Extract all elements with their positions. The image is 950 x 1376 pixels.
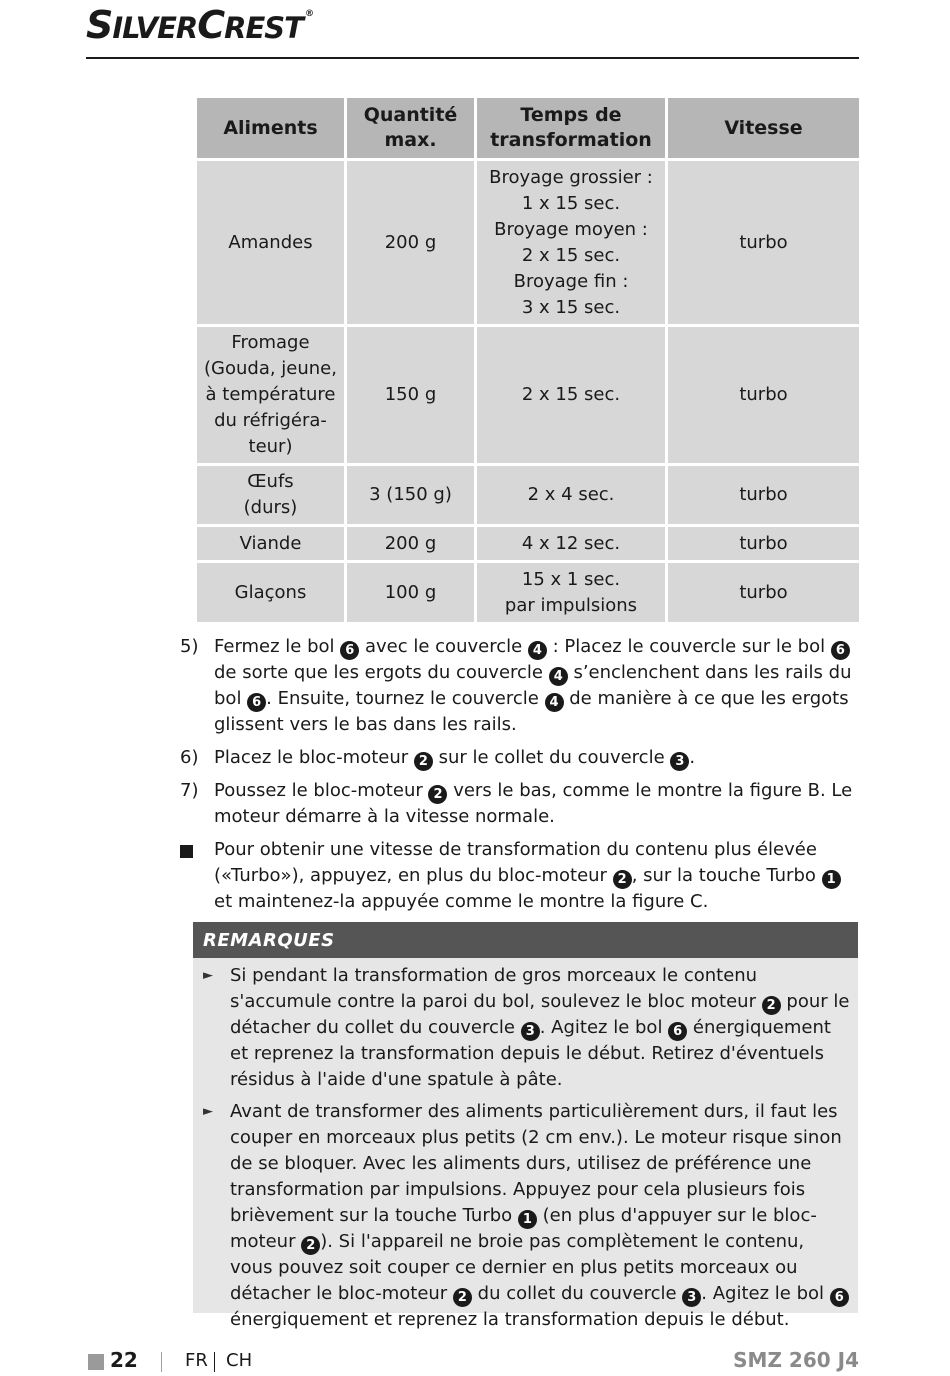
text-run: Avant de transformer des aliments particulièrement durs, il faut les couper en morceaux plus petits (2 cm env.). Le moteur risque sinon de se bloquer. Avec les aliments durs, utilisez de préférence une transformation par impulsions. Appuyez pour cela plusieurs fois brièvement sur la touche Turbo — [230, 1101, 842, 1226]
brand-logo: SILVERCREST ® — [86, 3, 313, 47]
part-number-icon: 6 — [340, 641, 359, 660]
cell-line: 1 x 15 sec. — [521, 192, 621, 214]
header-vitesse: Vitesse — [667, 97, 861, 160]
cell-line: 4 x 12 sec. — [521, 532, 621, 554]
step-number: 7) — [180, 780, 199, 801]
cell-line: teur) — [248, 436, 293, 457]
cell-line: turbo — [739, 484, 788, 505]
speed-cell — [667, 160, 861, 326]
notes-body — [193, 958, 858, 1333]
speed-cell — [667, 526, 861, 562]
text-run: (en plus d'appuyer sur le bloc-moteur — [230, 1205, 817, 1252]
text-run: Poussez le bloc-moteur — [214, 780, 429, 801]
part-number-icon: 3 — [682, 1288, 701, 1307]
step-text — [214, 636, 852, 735]
text-run: Pour obtenir une vitesse de transformation du contenu plus élevée («Turbo»), appuyez, en plus du bloc-moteur — [214, 839, 817, 886]
part-number-icon: 6 — [668, 1022, 687, 1041]
text-run: . Agitez le bol — [539, 1017, 669, 1038]
text-run: énergiquement et reprenez la transformation depuis le début. — [230, 1309, 790, 1330]
table-row — [196, 465, 861, 526]
speed-cell — [667, 562, 861, 624]
part-number-icon: 6 — [830, 1288, 849, 1307]
table-header-row — [196, 97, 861, 160]
text-run: : Placez le couvercle sur le bol — [546, 636, 831, 657]
qty-cell — [346, 160, 476, 326]
language-ch: CH — [226, 1350, 253, 1371]
footer-divider — [214, 1352, 215, 1372]
part-number-icon: 4 — [545, 693, 564, 712]
food-cell — [196, 526, 346, 562]
text-run: sur le collet du couvercle — [432, 747, 671, 768]
cell-line: turbo — [739, 532, 788, 554]
table-row — [196, 526, 861, 562]
part-number-icon: 4 — [549, 667, 568, 686]
food-cell — [196, 160, 346, 326]
text-run: s’enclenchent dans les rails du bol — [214, 662, 852, 709]
model-number: SMZ 260 J4 — [733, 1348, 859, 1372]
cell-line: 3 x 15 sec. — [521, 296, 621, 318]
time-cell — [476, 465, 667, 526]
text-run: énergiquement et reprenez la transformation depuis le début. Retirez d'éventuels résidus à l'aide d'une spatule à pâte. — [230, 1017, 831, 1090]
cell-line: turbo — [739, 231, 788, 253]
step-text — [214, 780, 852, 827]
notes-box — [193, 922, 858, 1330]
time-cell — [476, 326, 667, 465]
food-cell — [196, 326, 346, 465]
step-item — [180, 837, 856, 915]
qty-cell — [346, 526, 476, 562]
footer-divider — [161, 1352, 162, 1372]
arrow-bullet-icon: ► — [203, 968, 213, 983]
part-number-icon: 2 — [414, 752, 433, 771]
time-cell — [476, 160, 667, 326]
text-run: . Ensuite, tournez le couvercle — [266, 688, 545, 709]
part-number-icon: 3 — [521, 1022, 540, 1041]
cell-line: 2 x 4 sec. — [527, 484, 615, 505]
qty-cell — [346, 562, 476, 624]
text-run: vers le bas, comme le montre la figure B. Le moteur démarre à la vitesse normale. — [214, 780, 853, 827]
cell-line: Œufs — [247, 471, 294, 492]
food-cell — [196, 562, 346, 624]
text-run: de sorte que les ergots du couvercle — [214, 662, 549, 683]
table-row — [196, 160, 861, 326]
cell-line: 200 g — [384, 231, 437, 253]
text-run: . — [689, 747, 696, 768]
cell-line: Amandes — [228, 231, 313, 253]
food-cell — [196, 465, 346, 526]
text-run: Placez le bloc-moteur — [214, 747, 414, 768]
cell-line: Glaçons — [234, 581, 307, 603]
cell-line: Broyage moyen : — [494, 218, 648, 240]
text-run: avec le couvercle — [359, 636, 528, 657]
header-temps: Temps de transformation — [476, 97, 667, 160]
step-item — [180, 745, 856, 771]
header-aliments: Aliments — [196, 97, 346, 160]
text-run: et maintenez-la appuyée comme le montre la figure C. — [214, 891, 709, 912]
time-cell — [476, 562, 667, 624]
food-table — [194, 95, 862, 625]
cell-line: 200 g — [384, 532, 437, 554]
bullet-square-icon — [180, 845, 193, 858]
cell-line: (Gouda, jeune, — [204, 358, 337, 379]
text-run: . Agitez le bol — [701, 1283, 830, 1304]
cell-line: du réfrigéra- — [214, 410, 327, 431]
part-number-icon: 2 — [453, 1288, 472, 1307]
arrow-bullet-icon: ► — [203, 1104, 213, 1119]
text-run: de manière à ce que les ergots glissent vers le bas dans les rails. — [214, 688, 849, 735]
cell-line: turbo — [739, 581, 788, 603]
cell-line: Broyage grossier : — [489, 166, 653, 188]
speed-cell — [667, 326, 861, 465]
step-number: 6) — [180, 747, 199, 768]
part-number-icon: 6 — [247, 693, 266, 712]
note-item — [203, 963, 850, 1093]
speed-cell — [667, 465, 861, 526]
step-item — [180, 634, 856, 738]
notes-title: REMARQUES — [193, 922, 858, 958]
header-rule — [86, 57, 859, 59]
cell-line: Broyage fin : — [513, 270, 629, 292]
cell-line: 2 x 15 sec. — [521, 244, 621, 266]
note-text — [230, 1101, 849, 1330]
step-number: 5) — [180, 636, 199, 657]
table-row — [196, 326, 861, 465]
footer-square-icon — [88, 1354, 104, 1370]
step-text — [214, 747, 695, 768]
part-number-icon: 1 — [822, 870, 841, 889]
table-row — [196, 562, 861, 624]
page-footer — [86, 1348, 859, 1376]
cell-line: par impulsions — [504, 594, 638, 616]
language-fr: FR — [185, 1350, 208, 1371]
cell-line: 3 (150 g) — [369, 484, 452, 505]
part-number-icon: 2 — [428, 785, 447, 804]
step-text — [214, 839, 841, 912]
part-number-icon: 2 — [301, 1236, 320, 1255]
note-item — [203, 1099, 850, 1333]
text-run: ). Si l'appareil ne broie pas complètement le contenu, vous pouvez soit couper ce dernier en plus petits morceaux ou détacher le bloc-moteur — [230, 1231, 805, 1304]
cell-line: à température — [205, 384, 336, 405]
cell-line: Fromage — [231, 332, 310, 353]
text-run: pour le détacher du collet du couvercle — [230, 991, 850, 1038]
cell-line: 15 x 1 sec. — [521, 568, 621, 590]
part-number-icon: 4 — [528, 641, 547, 660]
time-cell — [476, 526, 667, 562]
qty-cell — [346, 465, 476, 526]
text-run: , sur la touche Turbo — [631, 865, 822, 886]
part-number-icon: 3 — [670, 752, 689, 771]
step-item — [180, 778, 856, 830]
text-run: Fermez le bol — [214, 636, 341, 657]
instruction-steps — [180, 634, 856, 922]
note-text — [230, 965, 849, 1090]
text-run: du collet du couvercle — [471, 1283, 683, 1304]
cell-line: turbo — [739, 384, 788, 405]
page-number: 22 — [110, 1348, 138, 1372]
header-quantite: Quantité max. — [346, 97, 476, 160]
qty-cell — [346, 326, 476, 465]
cell-line: 2 x 15 sec. — [521, 384, 621, 405]
cell-line: Viande — [239, 532, 302, 554]
part-number-icon: 6 — [831, 641, 850, 660]
text-run: Si pendant la transformation de gros morceaux le contenu s'accumule contre la paroi du bol, soulevez le bloc moteur — [230, 965, 762, 1012]
cell-line: 100 g — [384, 581, 437, 603]
cell-line: 150 g — [384, 384, 437, 405]
part-number-icon: 1 — [518, 1210, 537, 1229]
part-number-icon: 2 — [613, 870, 632, 889]
part-number-icon: 2 — [762, 996, 781, 1015]
cell-line: (durs) — [243, 497, 298, 518]
